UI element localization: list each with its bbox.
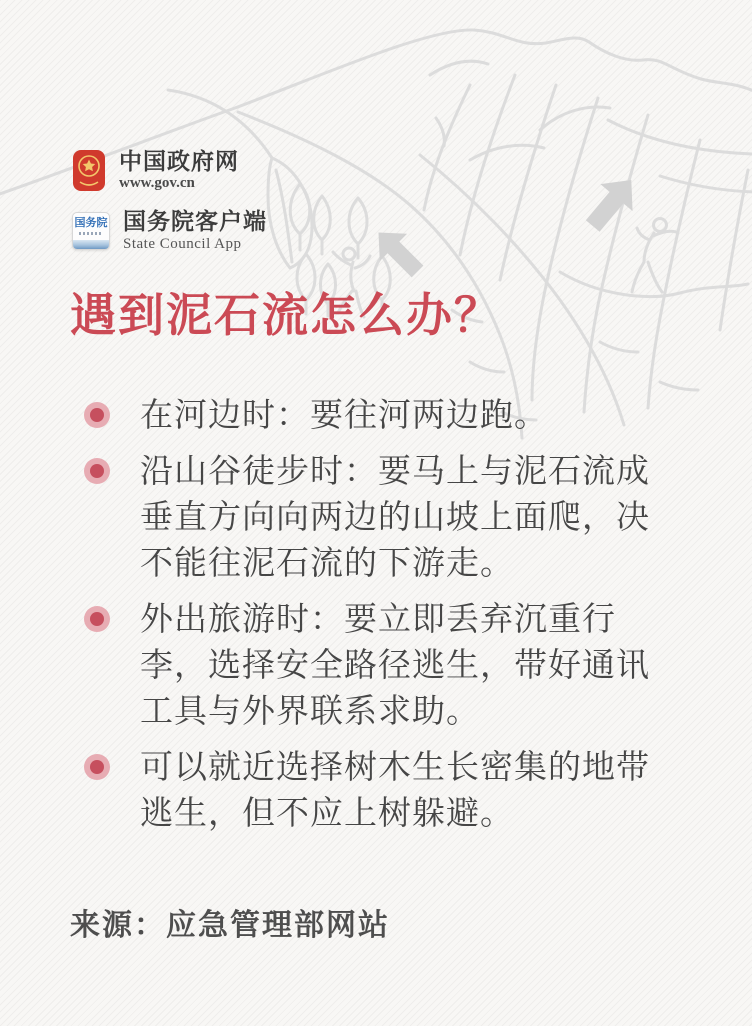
tip-text-3: 外出旅游时：要立即丢弃沉重行李，选择安全路径逃生，带好通讯工具与外界联系求助。 (140, 600, 650, 729)
tip-item-1 (72, 392, 682, 438)
bullet-icon (84, 458, 110, 484)
tips-list (72, 392, 682, 846)
tip-text-4: 可以就近选择树木生长密集的地带逃生，但不应上树躲避。 (140, 748, 650, 831)
gov-logo-title: 中国政府网 (119, 148, 239, 174)
tip-item-4 (72, 744, 682, 836)
gov-logo-text (119, 148, 239, 192)
app-icon-wave-decoration (73, 240, 109, 249)
source-line: 来源：应急管理部网站 (70, 909, 390, 942)
bullet-icon (84, 402, 110, 428)
app-icon-label: 国务院 (74, 216, 108, 229)
escape-arrow-right-icon (577, 167, 648, 240)
app-logo (72, 208, 267, 252)
page-title: 遇到泥石流怎么办？ (70, 289, 502, 341)
tip-text-1: 在河边时：要往河两边跑。 (140, 396, 548, 433)
state-council-app-icon (72, 212, 110, 250)
app-icon-subtext-line (79, 232, 103, 235)
bullet-icon (84, 754, 110, 780)
app-logo-title: 国务院客户端 (123, 208, 267, 235)
bullet-icon (84, 606, 110, 632)
gov-logo (72, 148, 267, 192)
app-logo-subtitle: State Council App (123, 235, 242, 252)
national-emblem-icon (72, 149, 106, 192)
escape-arrow-left-icon (365, 219, 431, 285)
tip-text-2: 沿山谷徒步时：要马上与泥石流成垂直方向向两边的山坡上面爬，决不能往泥石流的下游走。 (140, 452, 650, 581)
hiker-right-icon (632, 219, 676, 293)
app-logo-text (123, 208, 267, 252)
gov-logo-url: www.gov.cn (119, 175, 195, 192)
tip-item-3 (72, 596, 682, 734)
header (72, 148, 267, 253)
tip-item-2 (72, 448, 682, 586)
